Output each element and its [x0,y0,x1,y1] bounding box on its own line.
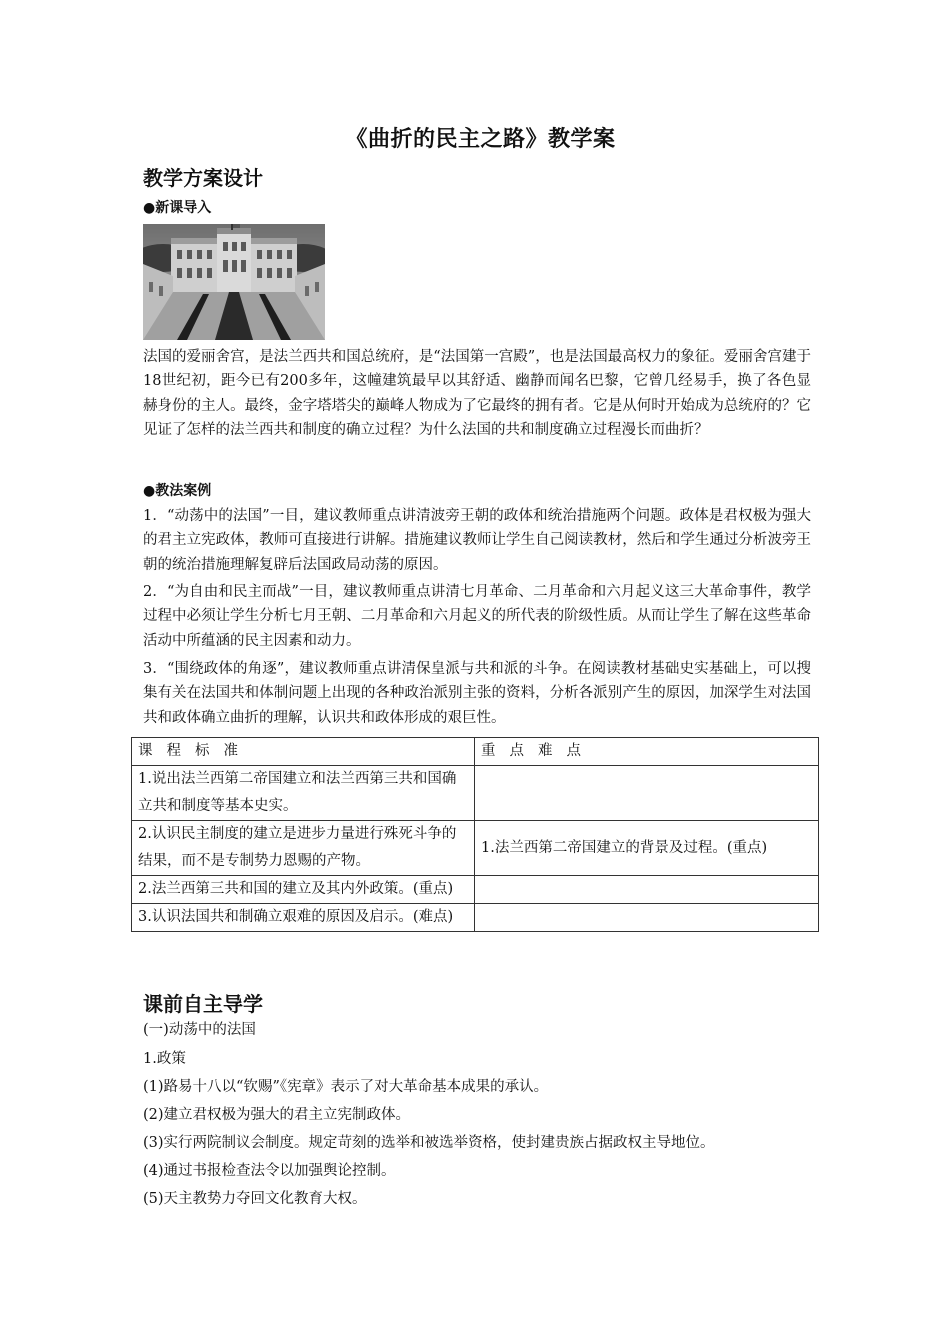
guide-line: (4)通过书报检查法令以加强舆论控制。 [143,1163,396,1179]
method-item-1: 1．“动荡中的法国”一目，建议教师重点讲清波旁王朝的政体和统治措施两个问题。政体是君权极为强大的君主立宪政体，教师可直接进行讲解。措施建议教师让学生自己阅读教材，然后和学生通过分析波旁王朝的统治措施理解复辟后法国政局动荡的原因。 [143,508,811,573]
elysee-palace-photo [143,224,325,340]
table-header-standards: 课程标准 [132,738,475,766]
section-heading-teaching-plan: 教学方案设计 [143,166,263,190]
method-item-3: 3．“围绕政体的角逐”，建议教师重点讲清保皇派与共和派的斗争。在阅读教材基础史实基础上，可以搜集有关在法国共和体制问题上出现的各种政治派别主张的资料，分析各派别产生的原因，加深学生对法国共和政体确立曲折的理解，认识共和政体形成的艰巨性。 [143,661,811,726]
method-item-2: 2．“为自由和民主而战”一目，建议教师重点讲清七月革命、二月革命和六月起义这三大革命事件，教学过程中必须让学生分析七月王朝、二月革命和六月起义的所代表的阶级性质。从而让学生了解在这些革命活动中所蕴涵的民主因素和动力。 [143,584,811,649]
curriculum-table [131,737,819,932]
table-header-key-points: 重点难点 [475,738,819,766]
table-row [132,821,819,876]
table-cell-standard-3: 2.法兰西第三共和国的建立及其内外政策。(重点) [132,876,475,904]
table-cell-key-point: 1.法兰西第二帝国建立的背景及过程。(重点) [475,821,819,876]
table-row [132,876,819,904]
guide-line: 1.政策 [143,1051,186,1067]
guide-line: (一)动荡中的法国 [143,1022,256,1038]
table-cell-standard-1: 1.说出法兰西第二帝国建立和法兰西第三共和国确立共和制度等基本史实。 [132,766,475,821]
page-title: 《曲折的民主之路》教学案 [345,126,616,152]
guide-line: (5)天主教势力夺回文化教育大权。 [143,1191,367,1207]
section-heading-self-study: 课前自主导学 [143,992,263,1016]
guide-line: (2)建立君权极为强大的君主立宪制政体。 [143,1107,411,1123]
table-row [132,766,819,821]
table-cell-standard-4: 3.认识法国共和制确立艰难的原因及启示。(难点) [132,904,475,932]
subheading-intro: ●新课导入 [143,200,212,216]
table-cell-standard-2: 2.认识民主制度的建立是进步力量进行殊死斗争的结果，而不是专制势力恩赐的产物。 [132,821,475,876]
subheading-method: ●教法案例 [143,483,212,499]
table-cell-empty [475,876,819,904]
table-cell-empty [475,904,819,932]
table-header-row [132,738,819,766]
guide-line: (3)实行两院制议会制度。规定苛刻的选举和被选举资格，使封建贵族占据政权主导地位。 [143,1135,715,1151]
table-row [132,904,819,932]
guide-line: (1)路易十八以“钦赐”《宪章》表示了对大革命基本成果的承认。 [143,1079,549,1095]
table-cell-empty [475,766,819,821]
intro-paragraph: 法国的爱丽舍宫，是法兰西共和国总统府，是“法国第一宫殿”，也是法国最高权力的象征。爱丽舍宫建于18世纪初，距今已有200多年，这幢建筑最早以其舒适、幽静而闻名巴黎，它曾几经易手，换了各色显赫身份的主人。最终，金字塔塔尖的巅峰人物成为了它最终的拥有者。它是从何时开始成为总统府的？它见证了怎样的法兰西共和制度的确立过程？为什么法国的共和制度确立过程漫长而曲折？ [143,349,811,439]
